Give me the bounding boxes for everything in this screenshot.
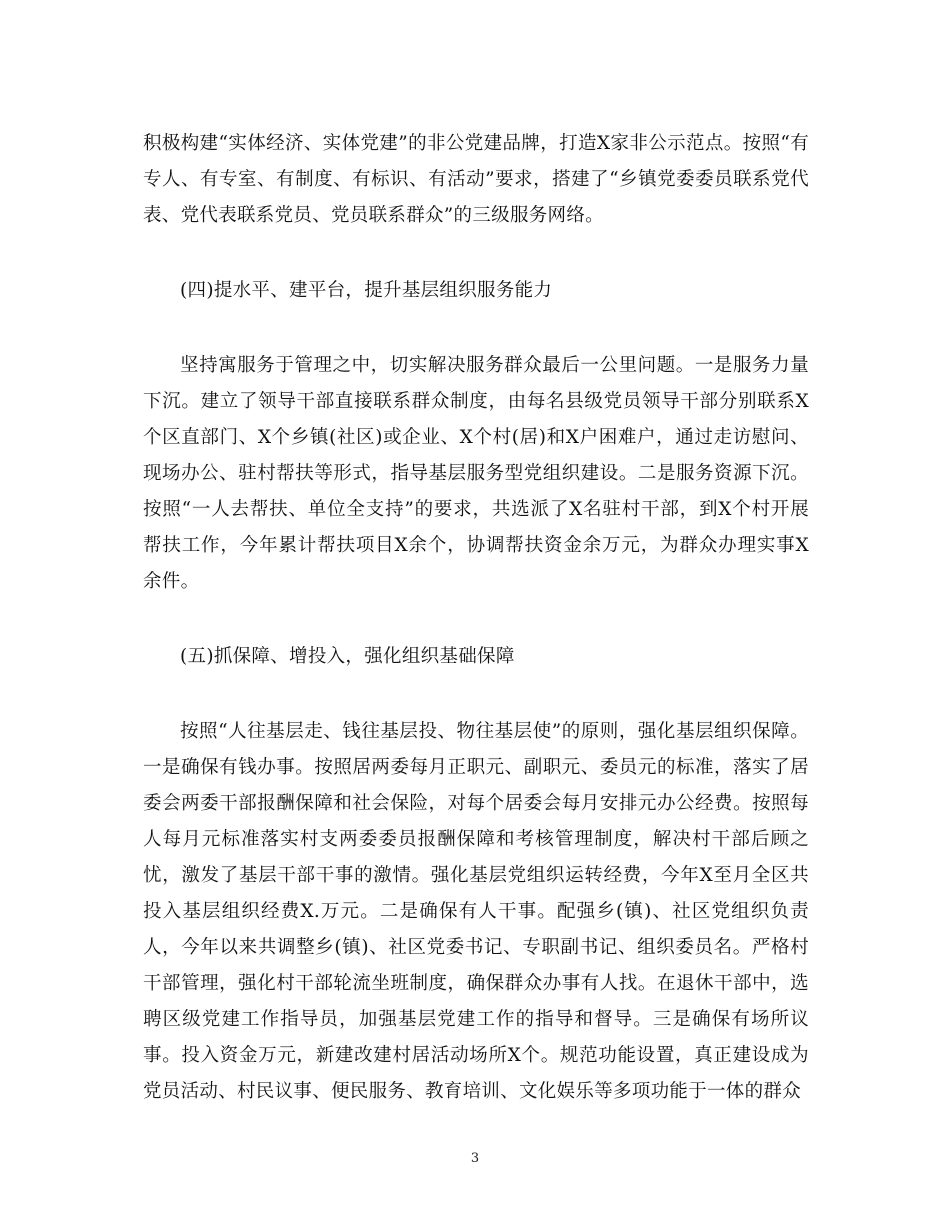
- document-body: [143, 126, 809, 1110]
- section-heading-five: (五)抓保障、增投入，强化组织基础保障: [180, 646, 515, 667]
- page-number: 3: [470, 1151, 480, 1166]
- section-heading-four: (四)提水平、建平台，提升基层组织服务能力: [180, 280, 553, 301]
- paragraph-service-capacity: 坚持寓服务于管理之中，切实解决服务群众最后一公里问题。一是服务力量下沉。建立了领导干部直接联系群众制度，由每名县级党员领导干部分别联系X个区直部门、X个乡镇(社区)或企业、X个村(居)和X户困难户，通过走访慰问、现场办公、驻村帮扶等形式，指导基层服务型党组织建设。二是服务资源下沉。按照“一人去帮扶、单位全支持”的要求，共选派了X名驻村干部，到X个村开展帮扶工作，今年累计帮扶项目X余个，协调帮扶资金余万元，为群众办理实事X余件。: [143, 355, 809, 592]
- paragraph-gap: [143, 600, 809, 639]
- paragraph-gap: [143, 675, 809, 714]
- paragraph-gap: [143, 234, 809, 273]
- paragraph-continuation: 积极构建“实体经济、实体党建”的非公党建品牌，打造X家非公示范点。按照“有专人、有专室、有制度、有标识、有活动”要求，搭建了“乡镇党委委员联系党代表、党代表联系党员、党员联系群众”的三级服务网络。: [143, 133, 809, 226]
- paragraph-organization-guarantee: 按照“人往基层走、钱往基层投、物往基层使”的原则，强化基层组织保障。一是确保有钱办事。按照居两委每月正职元、副职元、委员元的标准，落实了居委会两委干部报酬保障和社会保险，对每个居委会每月安排元办公经费。按照每人每月元标准落实村支两委委员报酬保障和考核管理制度，解决村干部后顾之忧，激发了基层干部干事的激情。强化基层党组织运转经费，今年X至月全区共投入基层组织经费X.万元。二是确保有人干事。配强乡(镇)、社区党组织负责人，今年以来共调整乡(镇)、社区党委书记、专职副书记、组织委员名。严格村干部管理，强化村干部轮流坐班制度，确保群众办事有人找。在退休干部中，选聘区级党建工作指导员，加强基层党建工作的指导和督导。三是确保有场所议事。投入资金万元，新建改建村居活动场所X个。规范功能设置，真正建设成为党员活动、村民议事、便民服务、教育培训、文化娱乐等多项功能于一体的群众: [143, 721, 809, 1102]
- paragraph-gap: [143, 309, 809, 348]
